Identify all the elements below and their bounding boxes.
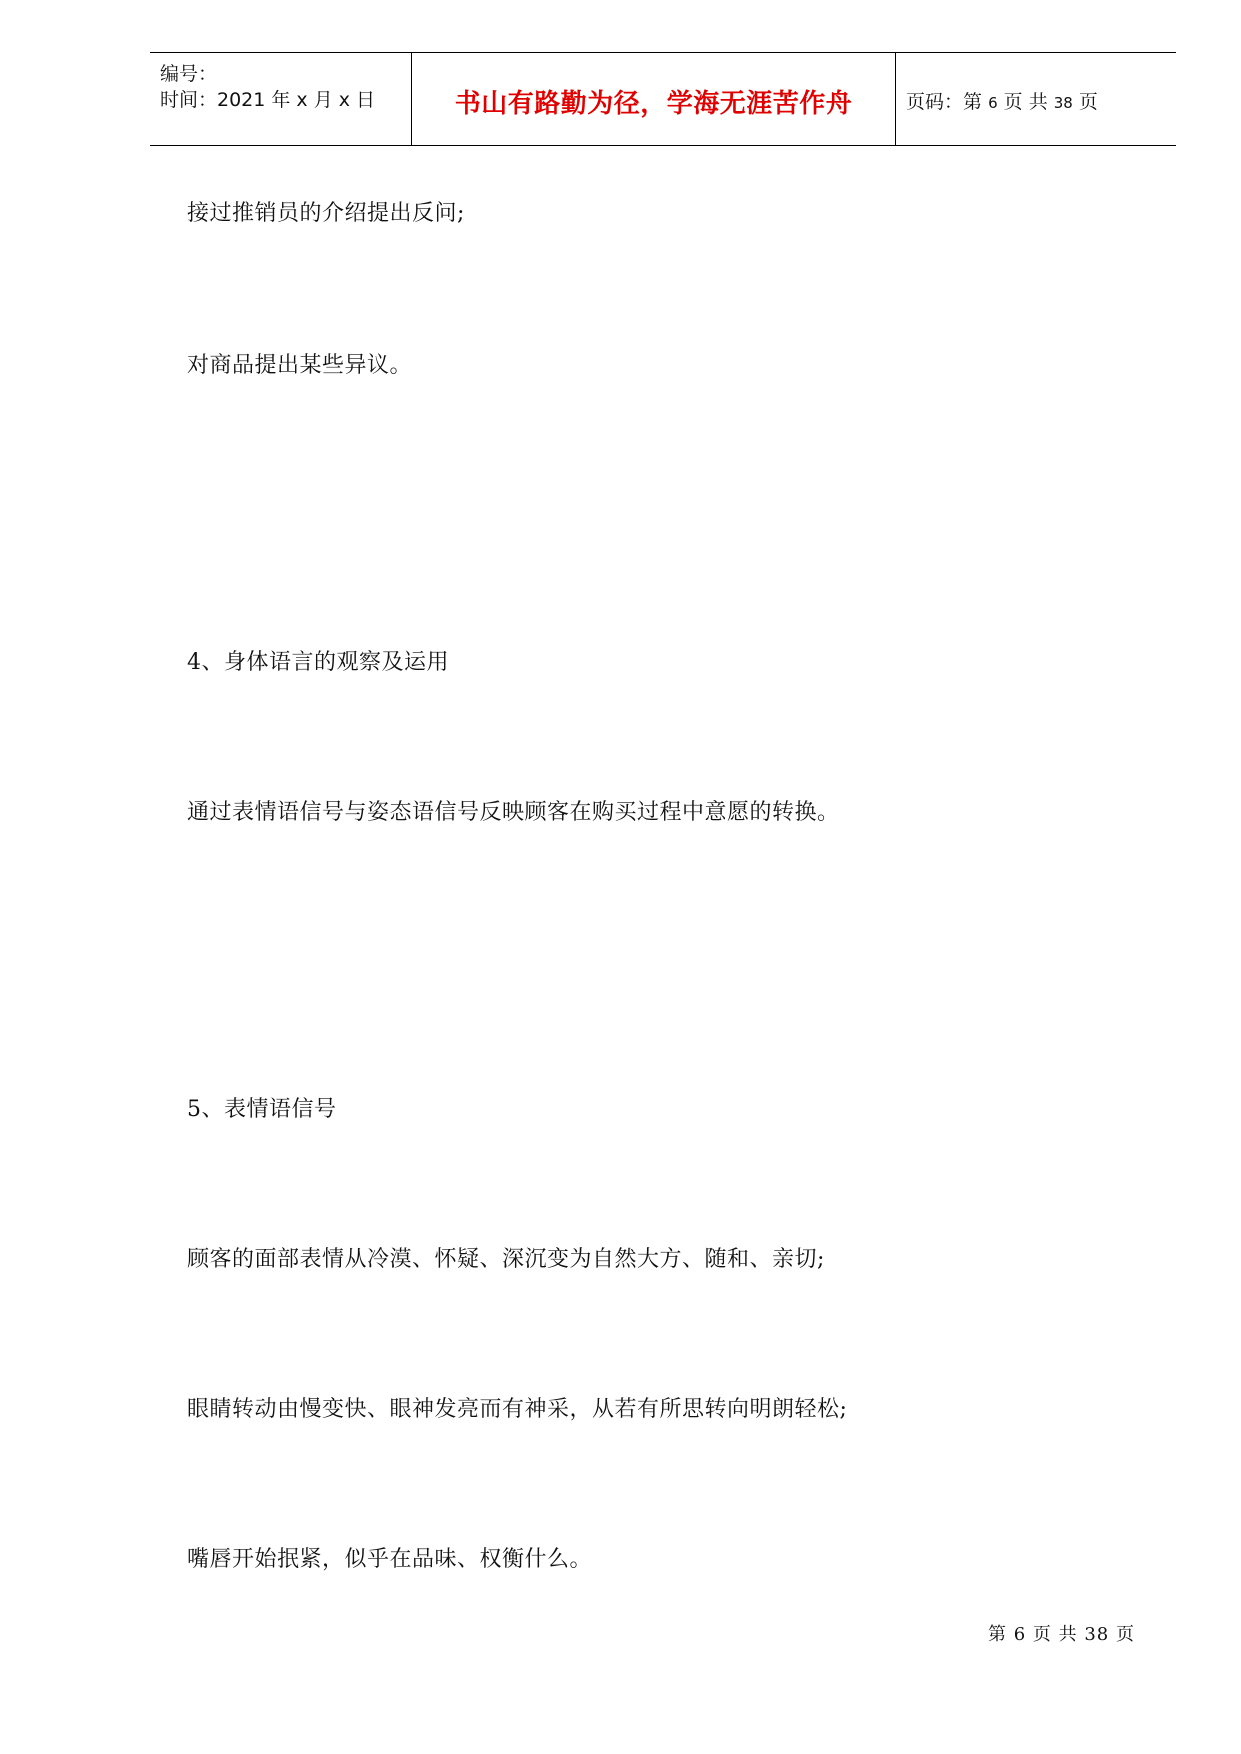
paragraph-1: 接过推销员的介绍提出反问; xyxy=(187,201,465,226)
page-current: 6 xyxy=(988,94,998,112)
section-heading-4: 4、身体语言的观察及运用 xyxy=(187,650,449,675)
header-motto: 书山有路勤为径，学海无涯苦作舟 xyxy=(454,89,853,119)
page-prefix: 页码：第 xyxy=(906,91,983,113)
header-page-cell xyxy=(896,53,1176,145)
section-heading-5: 5、表情语信号 xyxy=(187,1097,337,1122)
paragraph-6: 嘴唇开始抿紧，似乎在品味、权衡什么。 xyxy=(187,1547,593,1572)
header-page-number xyxy=(906,87,1098,114)
document-number-label: 编号： xyxy=(160,63,218,85)
page-suffix: 页 xyxy=(1078,91,1098,113)
paragraph-5: 眼睛转动由慢变快、眼神发亮而有神采，从若有所思转向明朗轻松; xyxy=(187,1397,848,1422)
page-mid: 页 共 xyxy=(1003,91,1048,113)
page-footer: 第 6 页 共 38 页 xyxy=(988,1624,1135,1645)
paragraph-4: 顾客的面部表情从冷漠、怀疑、深沉变为自然大方、随和、亲切; xyxy=(187,1247,825,1272)
page-header xyxy=(150,52,1176,146)
paragraph-3: 通过表情语信号与姿态语信号反映顾客在购买过程中意愿的转换。 xyxy=(187,800,840,825)
paragraph-2: 对商品提出某些异议。 xyxy=(187,353,413,378)
header-info-cell xyxy=(150,53,410,145)
header-motto-cell xyxy=(411,53,896,145)
page-total: 38 xyxy=(1053,94,1073,112)
document-time-label: 时间：2021 年 x 月 x 日 xyxy=(160,89,376,111)
